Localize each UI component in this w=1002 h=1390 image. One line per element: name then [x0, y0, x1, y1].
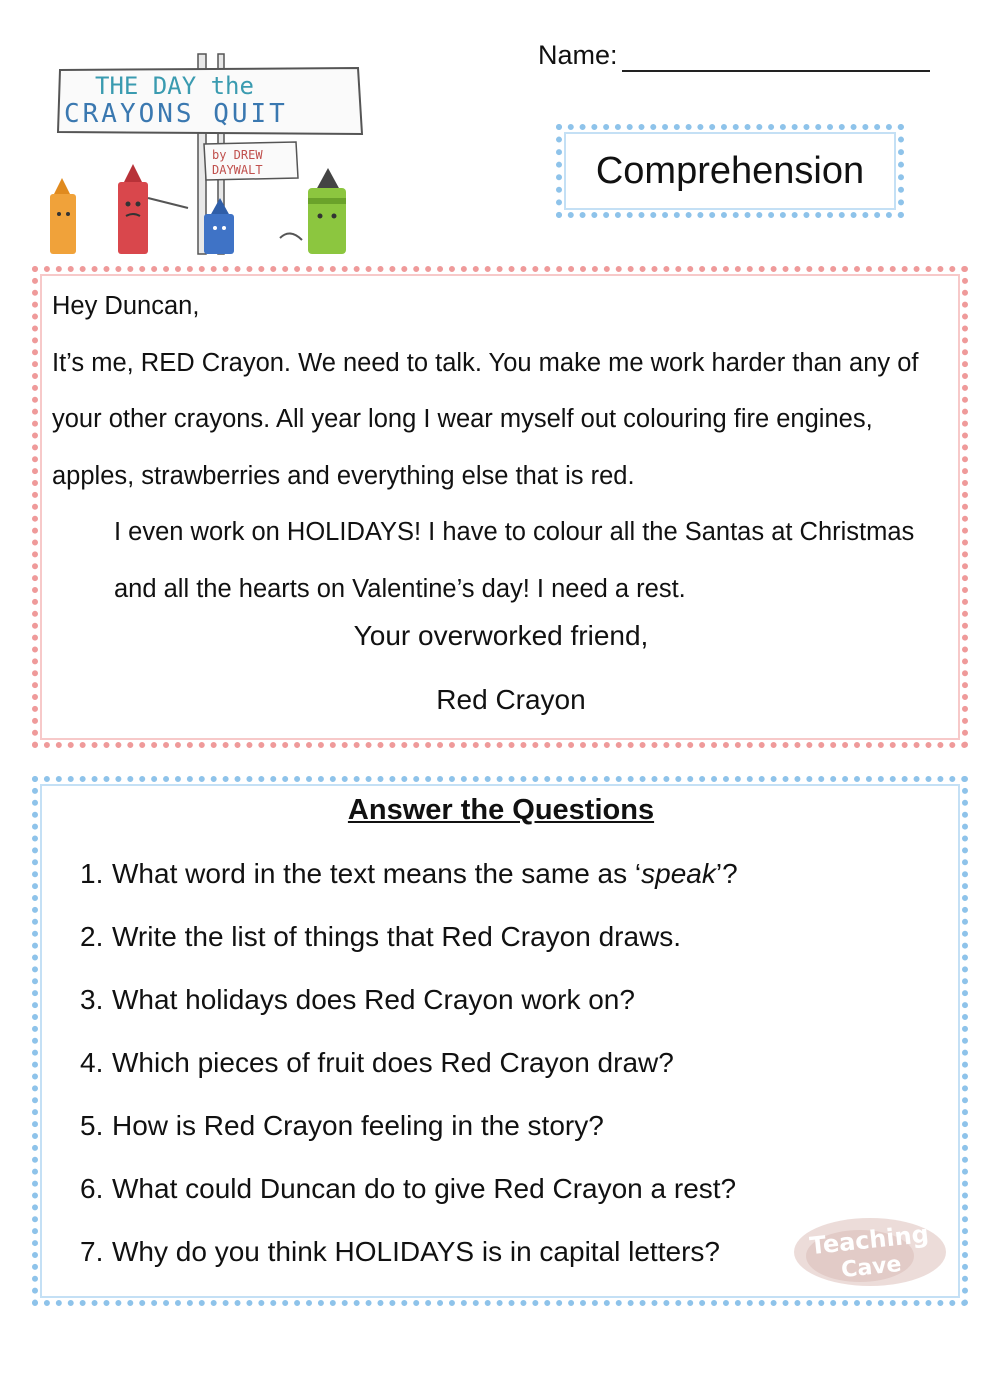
logo-title-line2: CRAYONS QUIT [64, 99, 288, 129]
question-2 [80, 905, 800, 968]
question-3 [80, 968, 800, 1031]
watermark-line1: Teaching [808, 1219, 931, 1261]
letter-signature: Red Crayon [436, 684, 586, 715]
question-number: 5. [80, 1110, 104, 1141]
question-number: 2. [80, 921, 104, 952]
question-number: 3. [80, 984, 104, 1015]
question-number: 4. [80, 1047, 104, 1078]
name-label: Name: [538, 40, 618, 70]
questions-heading: Answer the Questions [347, 794, 655, 826]
logo-title-line1: THE DAY the [95, 72, 254, 100]
question-text: Why do you think HOLIDAYS is in capital letters? [112, 1236, 720, 1267]
question-text: What holidays does Red Crayon work on? [112, 984, 635, 1015]
red-crayon-icon [118, 164, 188, 254]
question-text: Write the list of things that Red Crayon draws. [112, 921, 682, 952]
letter-body [52, 278, 952, 617]
question-number: 7. [80, 1236, 104, 1267]
question-text: How is Red Crayon feeling in the story? [112, 1110, 604, 1141]
question-emphasis: speak [641, 858, 716, 889]
logo-byline1: by DREW [212, 148, 263, 162]
letter-closing: Your overworked friend, [353, 620, 649, 651]
questions-list [80, 842, 800, 1283]
letter-paragraph-2: I even work on HOLIDAYS! I have to colour all the Santas at Christmas and all the hearts on Valentine’s day! I need a rest. [114, 518, 915, 603]
comprehension-title: Comprehension [595, 149, 865, 192]
question-text: What could Duncan do to give Red Crayon a rest? [112, 1173, 737, 1204]
question-text: What word in the text means the same as ‘ [112, 858, 642, 889]
green-crayon-icon [280, 168, 346, 254]
comprehension-badge [556, 124, 904, 218]
name-write-line[interactable] [622, 70, 930, 72]
crayons-logo-illustration [40, 48, 370, 258]
question-number: 1. [80, 858, 104, 889]
question-5 [80, 1094, 800, 1157]
question-text: Which pieces of fruit does Red Crayon draw? [112, 1047, 674, 1078]
orange-crayon-icon [50, 178, 76, 254]
question-4 [80, 1031, 800, 1094]
question-1 [80, 842, 800, 905]
question-text-end: ’? [715, 858, 738, 889]
question-7 [80, 1220, 800, 1283]
teaching-cave-watermark [790, 1212, 950, 1292]
book-logo [40, 48, 370, 258]
letter-greeting: Hey Duncan, [52, 292, 200, 320]
blue-crayon-icon [204, 198, 234, 254]
letter-paragraph-1: It’s me, RED Crayon. We need to talk. You make me work harder than any of your other crayons. All year long I wear myself out colouring fire engines, apples, strawberries and everything else that is red. [52, 348, 919, 490]
logo-byline2: DAYWALT [212, 163, 263, 177]
question-6 [80, 1157, 800, 1220]
question-number: 6. [80, 1173, 104, 1204]
watermark-line2: Cave [840, 1251, 903, 1284]
